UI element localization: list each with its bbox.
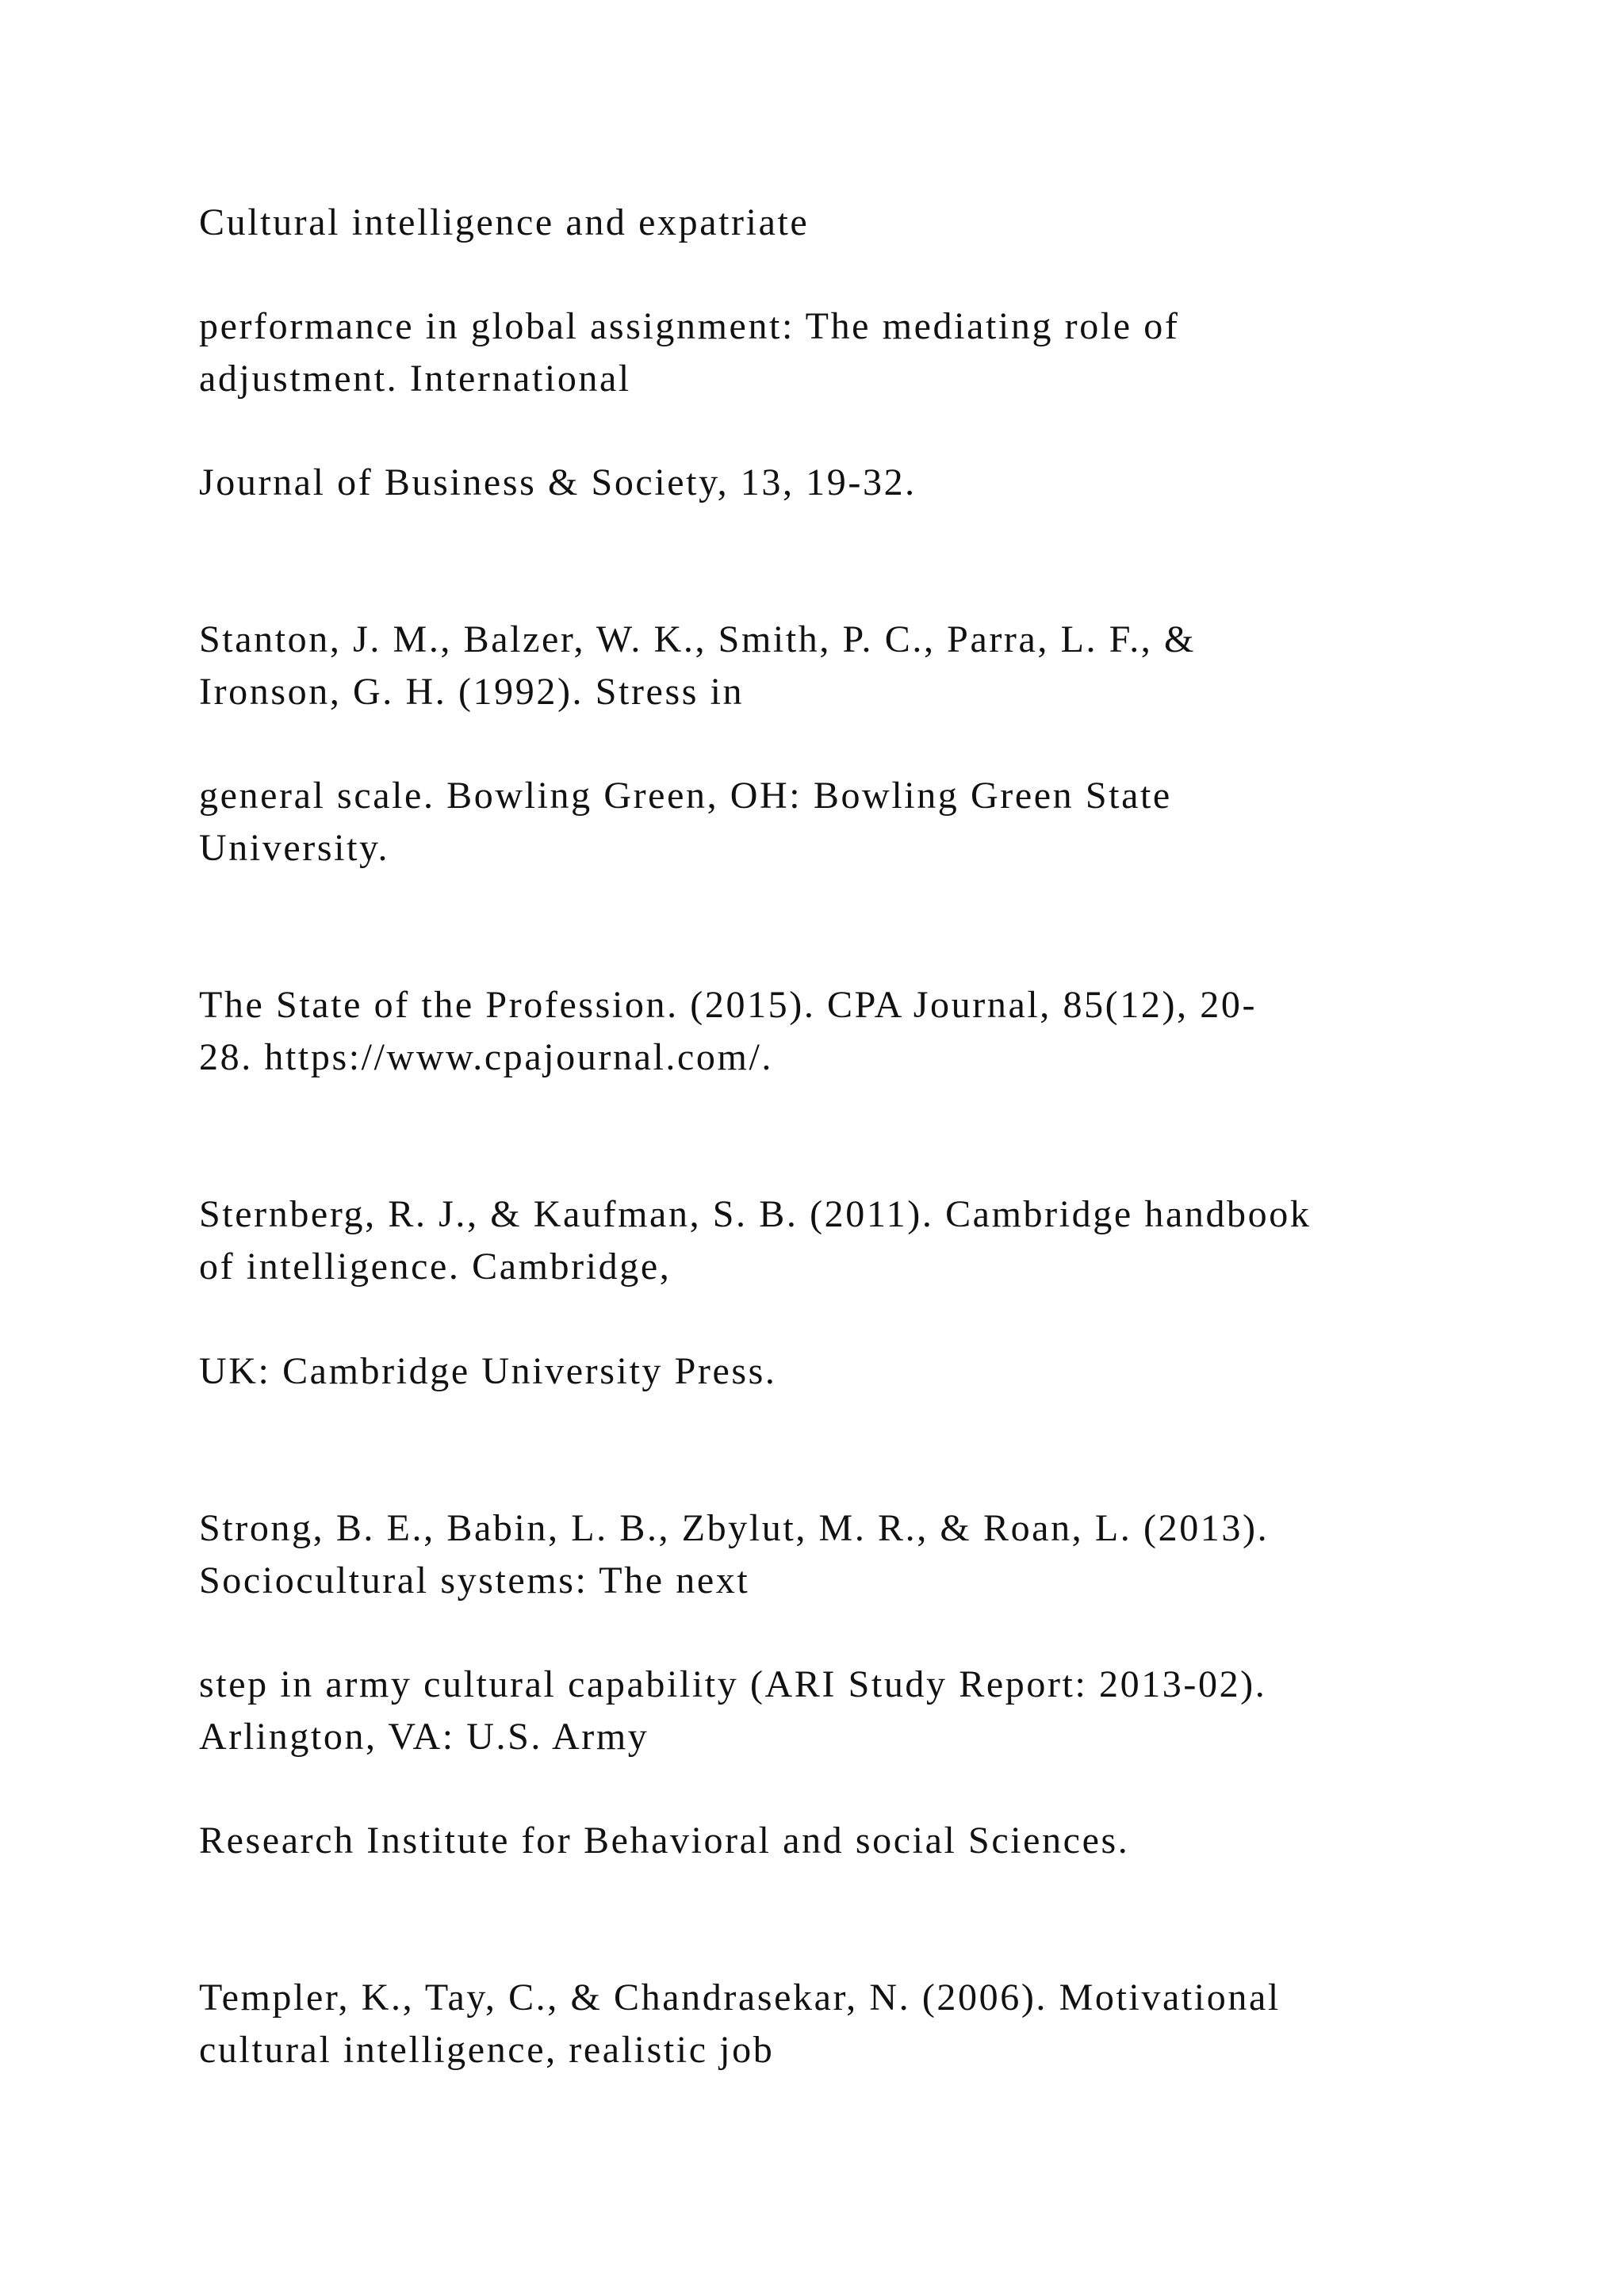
reference-line: adjustment. International xyxy=(199,358,631,400)
reference-line: Sternberg, R. J., & Kaufman, S. B. (2011). Cambridge handbook xyxy=(199,1193,1312,1235)
reference-line: UK: Cambridge University Press. xyxy=(199,1350,777,1392)
reference-line: general scale. Bowling Green, OH: Bowling Green State xyxy=(199,775,1172,817)
reference-line: Research Institute for Behavioral and social Sciences. xyxy=(199,1820,1130,1862)
reference-line: University. xyxy=(199,827,390,869)
reference-line: Templer, K., Tay, C., & Chandrasekar, N. (2006). Motivational xyxy=(199,1976,1281,2019)
reference-line: Arlington, VA: U.S. Army xyxy=(199,1716,649,1758)
reference-line: 28. https://www.cpajournal.com/. xyxy=(199,1036,773,1078)
reference-line: performance in global assignment: The mediating role of xyxy=(199,305,1180,347)
reference-line: Strong, B. E., Babin, L. B., Zbylut, M. R., & Roan, L. (2013). xyxy=(199,1507,1270,1549)
reference-line: Journal of Business & Society, 13, 19-32. xyxy=(199,461,917,503)
reference-line: step in army cultural capability (ARI Study Report: 2013-02). xyxy=(199,1663,1267,1705)
reference-line: The State of the Profession. (2015). CPA Journal, 85(12), 20- xyxy=(199,984,1258,1026)
reference-line: Stanton, J. M., Balzer, W. K., Smith, P. C., Parra, L. F., & xyxy=(199,618,1196,660)
reference-line: of intelligence. Cambridge, xyxy=(199,1246,672,1288)
reference-line: Sociocultural systems: The next xyxy=(199,1559,750,1601)
reference-line: Ironson, G. H. (1992). Stress in xyxy=(199,671,745,713)
reference-line: Cultural intelligence and expatriate xyxy=(199,201,810,243)
reference-line: cultural intelligence, realistic job xyxy=(199,2029,775,2071)
